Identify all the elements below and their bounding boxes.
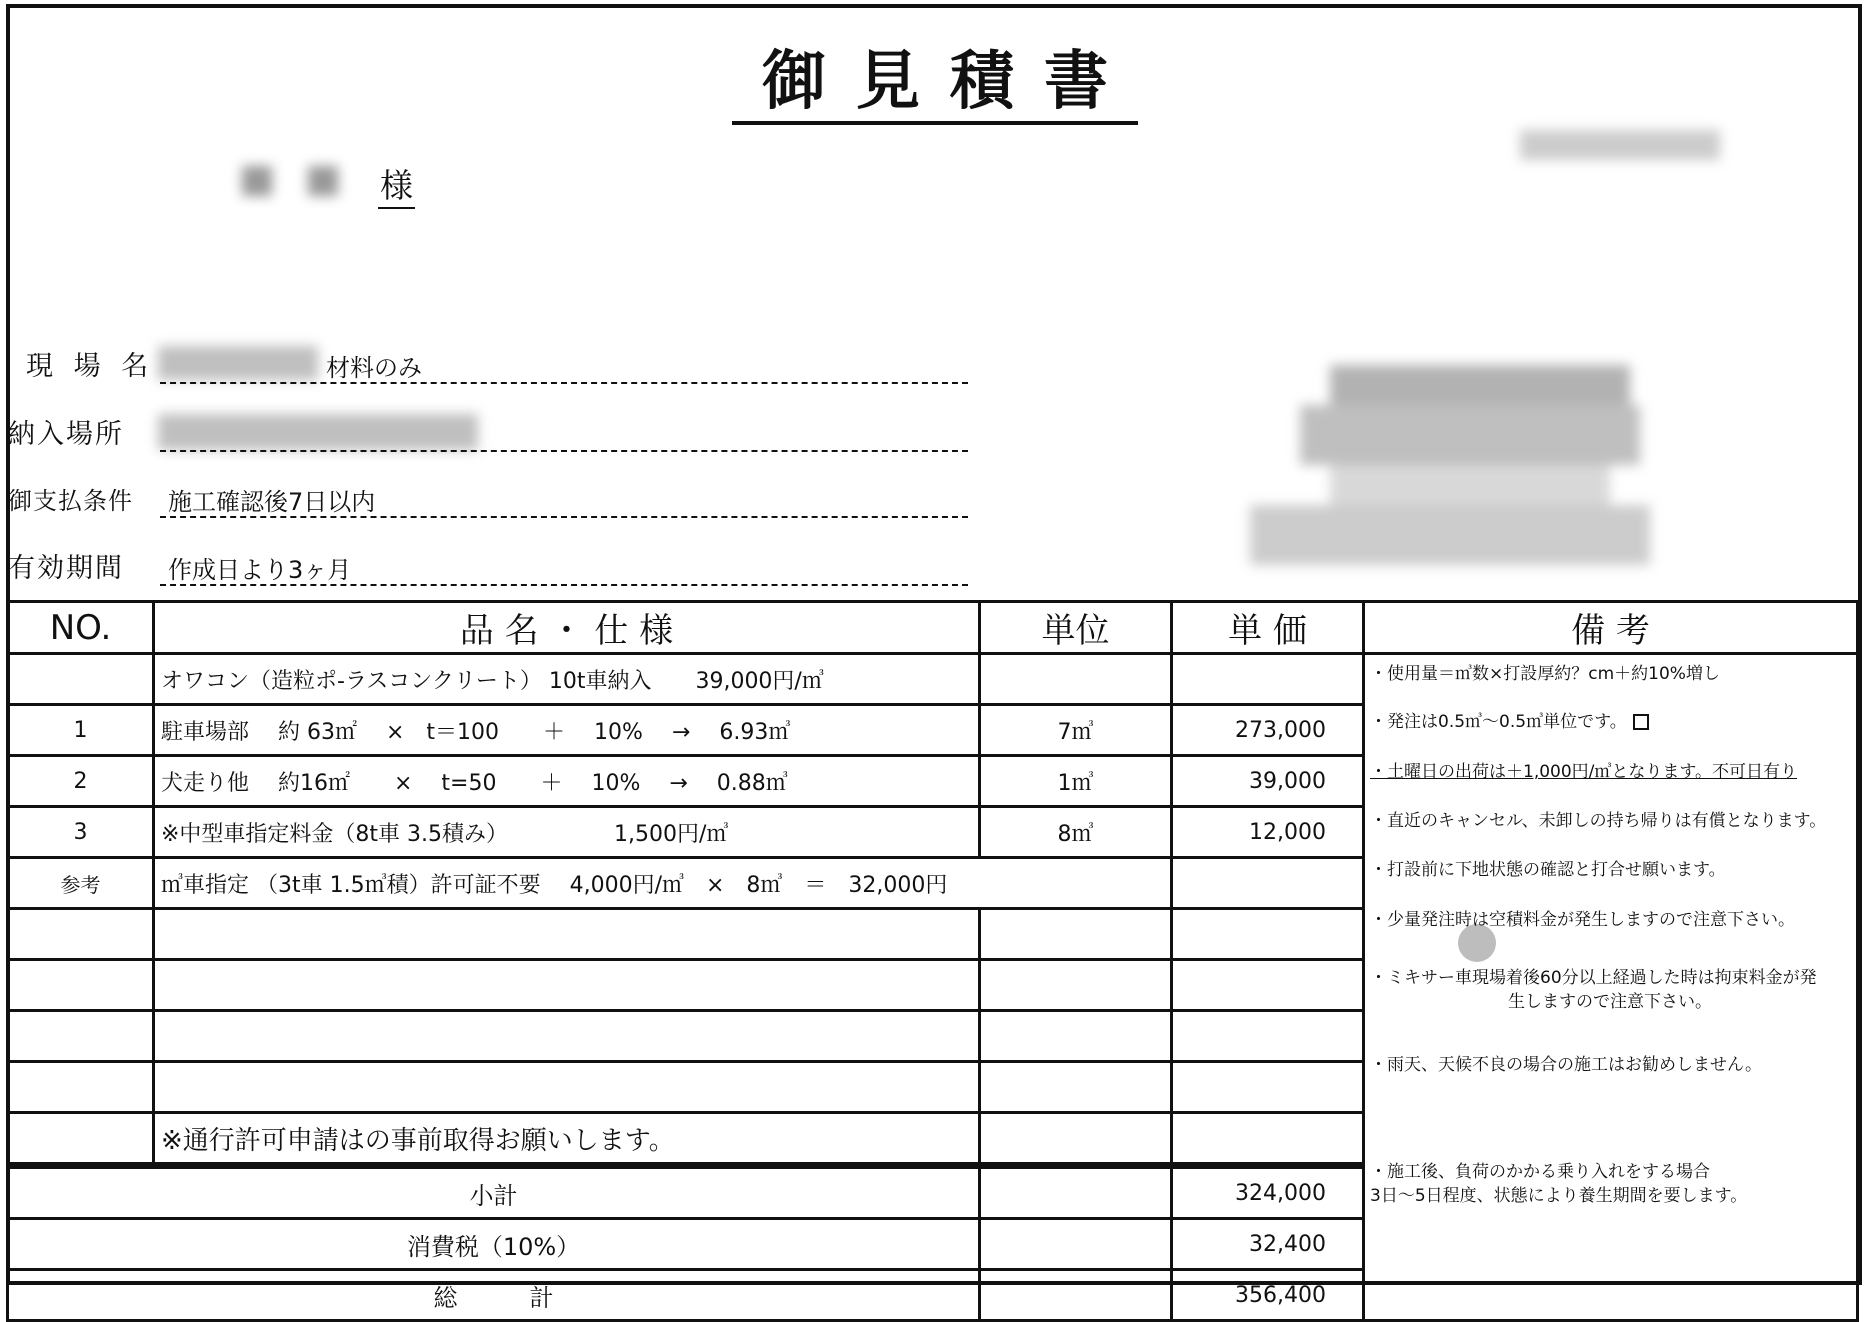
remark-item: ・雨天、天候不良の場合の施工はお勧めしません。: [1370, 1055, 1763, 1075]
row-item-cell: [154, 1011, 980, 1062]
row-price-cell: 39,000: [1172, 756, 1364, 807]
row-item-cell: [154, 909, 980, 960]
row-price-cell: [1172, 960, 1364, 1011]
row-no-cell: 参考: [8, 858, 154, 909]
row-unit-cell: 1㎥: [980, 756, 1172, 807]
row-no-cell: [8, 1011, 154, 1062]
validity-period-label: 有効期間: [8, 553, 124, 584]
redacted-date: [1520, 130, 1720, 160]
row-unit-cell: 7㎥: [980, 705, 1172, 756]
estimate-table: [6, 600, 1859, 1322]
validity-period-value: 作成日より3ヶ月: [168, 556, 352, 584]
row-item-cell: ㎥車指定 （3t車 1.5㎥積）許可証不要 4,000円/㎥ × 8㎥ ＝ 32,000円: [154, 858, 1172, 909]
site-name-label: 現 場 名: [26, 351, 155, 382]
row-unit-cell: [980, 1062, 1172, 1113]
recipient-honorific: 様: [378, 160, 415, 209]
row-no-cell: [8, 654, 154, 705]
row-price-cell: [1172, 654, 1364, 705]
remark-item: 生しますので注意下さい。: [1508, 992, 1712, 1012]
row-price-cell: [1172, 858, 1364, 909]
row-price-cell: [1172, 909, 1364, 960]
payment-terms-field: [8, 478, 968, 522]
total-unit-cell: [980, 1270, 1172, 1321]
document-title: 御見積書: [0, 30, 1870, 122]
header-remarks: 備 考: [1364, 602, 1858, 654]
row-unit-cell: [980, 1113, 1172, 1166]
square-box-icon: [1633, 714, 1649, 730]
redacted-site-name: [158, 346, 318, 380]
row-item-cell: 駐車場部 約 63㎡ × t＝100 ＋ 10% → 6.93㎥: [154, 705, 980, 756]
validity-period-field: [8, 546, 968, 590]
row-price-cell: [1172, 1062, 1364, 1113]
remark-item: ・打設前に下地状態の確認と打合せ願います。: [1370, 860, 1726, 880]
row-item-cell: [154, 1062, 980, 1113]
delivery-place-field: [8, 412, 968, 456]
payment-terms-value: 施工確認後7日以内: [168, 488, 376, 516]
row-item-cell: オワコン（造粒ポ-ラスコンクリート） 10t車納入 39,000円/㎥: [154, 654, 980, 705]
total-label: 消費税（10%）: [8, 1219, 980, 1270]
remark-item: ・少量発注時は空積料金が発生しますので注意下さい。: [1370, 910, 1795, 930]
total-label: 総 計: [8, 1270, 980, 1321]
redacted-company-info: [1250, 365, 1680, 570]
row-price-cell: 273,000: [1172, 705, 1364, 756]
row-unit-cell: [980, 960, 1172, 1011]
header-unit: 単位: [980, 602, 1172, 654]
header-no: NO.: [8, 602, 154, 654]
remark-item: ・直近のキャンセル、未卸しの持ち帰りは有償となります。: [1370, 811, 1827, 831]
row-item-cell: 犬走り他 約16㎡ × t=50 ＋ 10% → 0.88㎥: [154, 756, 980, 807]
row-price-cell: [1172, 1113, 1364, 1166]
row-no-cell: [8, 1062, 154, 1113]
row-unit-cell: [980, 909, 1172, 960]
redacted-recipient-name: [232, 160, 362, 200]
remark-item: ・施工後、負荷のかかる乗り入れをする場合: [1370, 1162, 1710, 1182]
remark-item: ・発注は0.5㎥～0.5㎥単位です。: [1370, 712, 1649, 733]
delivery-place-label: 納入場所: [8, 419, 124, 450]
payment-terms-label: 御支払条件: [8, 487, 133, 515]
row-unit-cell: [980, 654, 1172, 705]
total-value: 32,400: [1172, 1219, 1364, 1270]
row-no-cell: [8, 1113, 154, 1166]
header-price: 単 価: [1172, 602, 1364, 654]
row-price-cell: [1172, 1011, 1364, 1062]
remark-item: 3日～5日程度、状態により養生期間を要します。: [1370, 1186, 1748, 1206]
table-header-row: [8, 602, 1858, 654]
redacted-delivery-place: [158, 414, 478, 450]
total-unit-cell: [980, 1219, 1172, 1270]
row-unit-cell: 8㎥: [980, 807, 1172, 858]
row-no-cell: [8, 960, 154, 1011]
row-no-cell: 2: [8, 756, 154, 807]
site-name-value: 材料のみ: [326, 354, 422, 382]
total-label: 小計: [8, 1166, 980, 1219]
row-item-cell: [154, 960, 980, 1011]
row-unit-cell: [980, 1011, 1172, 1062]
header-item: 品 名 ・ 仕 様: [154, 602, 980, 654]
row-item-cell: ※中型車指定料金（8t車 3.5積み） 1,500円/㎥: [154, 807, 980, 858]
remark-item: ・使用量＝㎥数×打設厚約？cm＋約10%増し: [1370, 664, 1720, 684]
remark-item: ・ミキサー車現場着後60分以上経過した時は拘束料金が発: [1370, 968, 1817, 988]
site-name-field: [8, 344, 968, 388]
total-value: 356,400: [1172, 1270, 1364, 1321]
row-no-cell: 3: [8, 807, 154, 858]
row-price-cell: 12,000: [1172, 807, 1364, 858]
row-no-cell: 1: [8, 705, 154, 756]
remark-item: ・土曜日の出荷は＋1,000円/㎥となります。不可日有り: [1370, 762, 1798, 782]
total-value: 324,000: [1172, 1166, 1364, 1219]
row-item-cell: ※通行許可申請はの事前取得お願いします。: [154, 1113, 980, 1166]
row-no-cell: [8, 909, 154, 960]
total-unit-cell: [980, 1166, 1172, 1219]
